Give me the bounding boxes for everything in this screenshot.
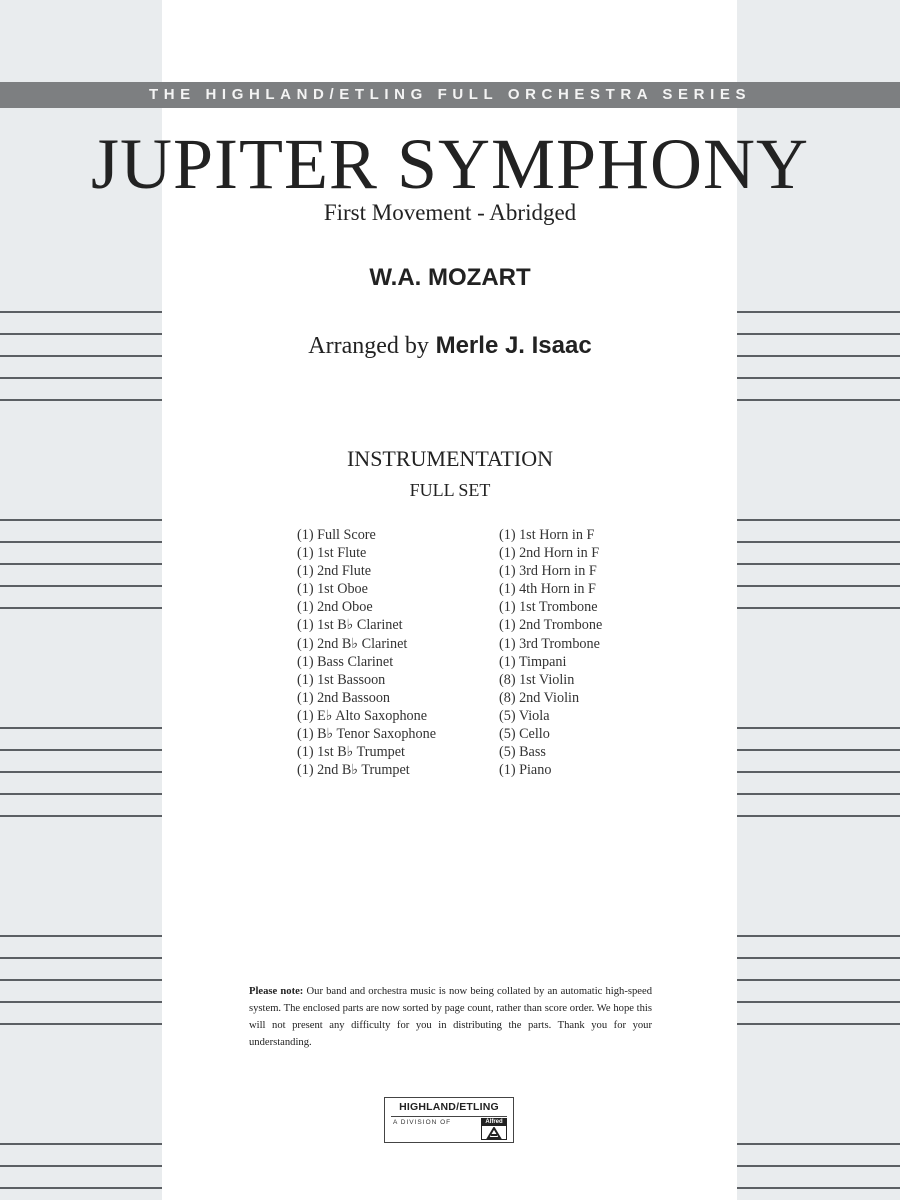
list-item: (1) 2nd B♭ Clarinet <box>297 635 408 652</box>
list-item: (1) 3rd Horn in F <box>499 563 597 580</box>
note-text: Our band and orchestra music is now being collated by an automatic high-speed system. The enclosed parts are now sorted by page count, rather than score order. We hope this will not present any difficulty for you in distributing the parts. Thank you for your understanding. <box>249 986 652 1048</box>
composer: W.A. MOZART <box>369 264 531 291</box>
list-item: (1) 2nd Flute <box>297 563 372 580</box>
list-item: (5) Bass <box>499 744 546 761</box>
arranger-credit <box>0 332 900 360</box>
instrument-list-left <box>297 526 436 779</box>
alfred-emblem-icon <box>484 1127 504 1139</box>
instrumentation-subheading: FULL SET <box>409 480 491 500</box>
list-item: (1) 2nd Trombone <box>499 617 603 634</box>
list-item: (1) 1st Horn in F <box>499 527 595 543</box>
list-item: (1) Bass Clarinet <box>297 653 394 670</box>
list-item: (1) B♭ Tenor Saxophone <box>297 726 437 743</box>
subtitle: First Movement - Abridged <box>323 200 577 225</box>
alfred-label: Alfred <box>482 1119 506 1126</box>
list-item: (5) Viola <box>499 707 550 724</box>
list-item: (1) Timpani <box>499 653 567 670</box>
alfred-badge <box>481 1118 507 1140</box>
list-item: (1) 1st Flute <box>297 545 367 562</box>
collation-note <box>249 983 652 1051</box>
instrument-list-right <box>499 526 602 779</box>
list-item: (1) 2nd Oboe <box>297 599 373 616</box>
page-title: JUPITER SYMPHONY <box>90 124 810 204</box>
list-item: (1) 2nd B♭ Trumpet <box>297 762 410 779</box>
list-item: (8) 1st Violin <box>499 671 575 688</box>
list-item: (5) Cello <box>499 726 550 743</box>
list-item: (8) 2nd Violin <box>499 689 580 706</box>
list-item: (1) 1st Bassoon <box>297 671 386 688</box>
publisher-logo <box>384 1097 514 1143</box>
list-item: (1) 2nd Horn in F <box>499 545 600 562</box>
instrumentation-heading: INSTRUMENTATION <box>346 446 553 471</box>
list-item: (1) 1st B♭ Trumpet <box>297 744 405 761</box>
note-label: Please note: <box>249 986 304 997</box>
arranger-name: Merle J. Isaac <box>435 332 592 359</box>
list-item: (1) 2nd Bassoon <box>297 689 391 706</box>
list-item: (1) 1st Trombone <box>499 599 598 616</box>
series-title: THE HIGHLAND/ETLING FULL ORCHESTRA SERIES <box>148 86 752 103</box>
publisher-division: A DIVISION OF <box>393 1119 452 1126</box>
list-item: (1) 4th Horn in F <box>499 581 596 598</box>
list-item: (1) Piano <box>499 762 552 779</box>
list-item: (1) 3rd Trombone <box>499 635 600 652</box>
list-item: (1) 1st B♭ Clarinet <box>297 617 403 634</box>
list-item: (1) Full Score <box>297 527 376 543</box>
logo-divider <box>391 1116 507 1117</box>
list-item: (1) 1st Oboe <box>297 581 368 598</box>
publisher-name: HIGHLAND/ETLING <box>399 1101 499 1113</box>
list-item: (1) E♭ Alto Saxophone <box>297 707 428 724</box>
arranger-prefix: Arranged by <box>308 333 429 359</box>
